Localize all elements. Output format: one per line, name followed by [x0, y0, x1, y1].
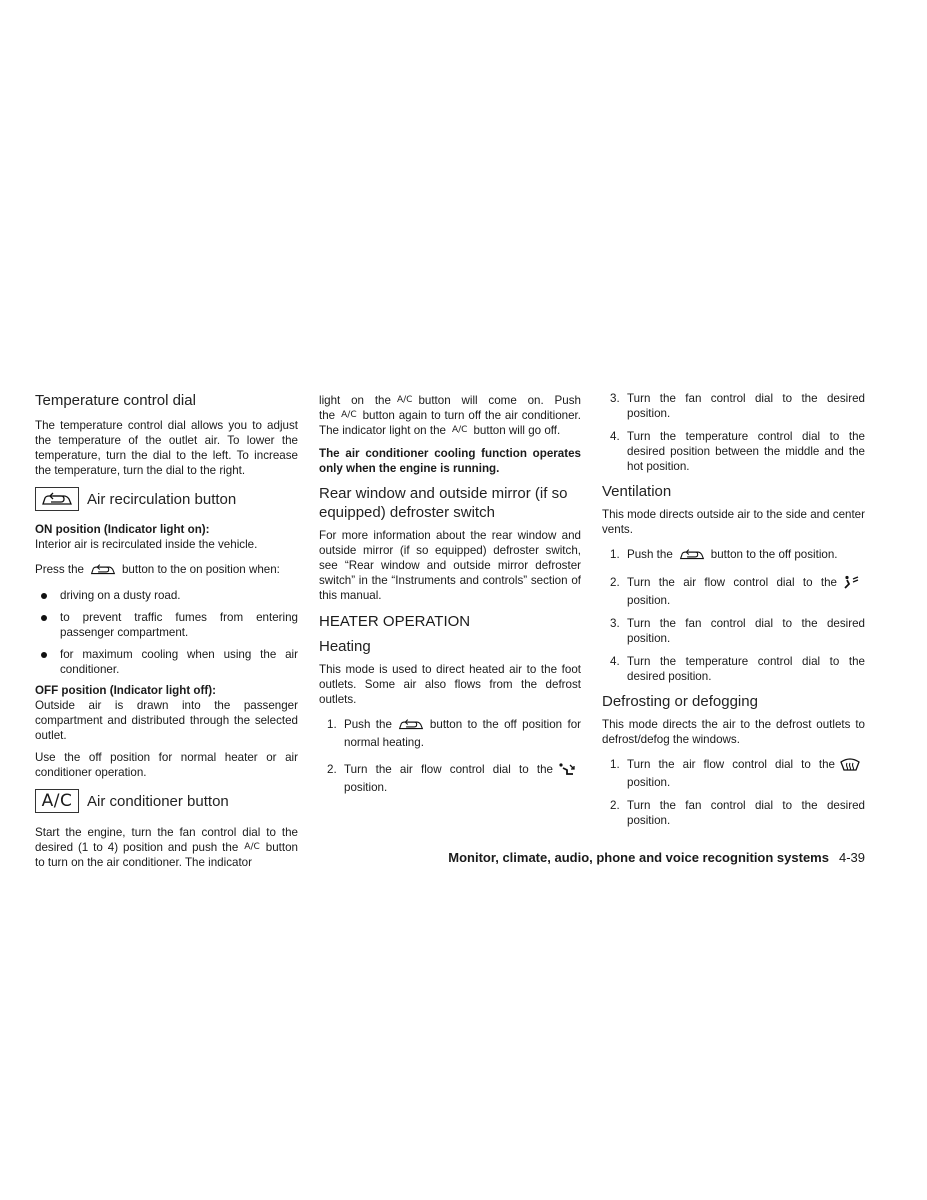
defrost-icon	[839, 757, 861, 775]
heating-heading: Heating	[319, 638, 371, 655]
list-item: driving on a dusty road.	[35, 588, 298, 603]
list-item	[319, 762, 581, 795]
recirc-heading: Air recirculation button	[87, 490, 237, 508]
step-post: button to the off position.	[710, 548, 838, 561]
step-post: button to the off position for normal heating.	[344, 718, 581, 749]
page-number: 4-39	[838, 850, 865, 865]
temperature-dial-heading: Temperature control dial	[35, 392, 196, 409]
light-mid2: button again to turn off the air conditioner. The indicator light on the	[319, 409, 581, 437]
recirculation-icon	[677, 548, 707, 565]
step-number: 4.	[610, 430, 620, 443]
recirc-bullet-list	[35, 588, 298, 677]
step-post: position.	[344, 781, 388, 794]
off-position-use: Use the off position for normal heater or air conditioner operation.	[35, 751, 298, 779]
list-item: for maximum cooling when using the air conditioner.	[35, 647, 298, 677]
step-text: Turn the fan control dial to the desired position.	[627, 392, 865, 420]
page-footer	[300, 849, 865, 867]
list-item	[602, 547, 865, 565]
ac-indicator-text	[319, 393, 581, 438]
recirculation-icon	[396, 718, 426, 735]
step-pre: Turn the air flow control dial to the	[627, 576, 837, 589]
column-2	[319, 393, 581, 795]
ventilation-text: This mode directs outside air to the side and center vents.	[602, 508, 865, 536]
step-text: Turn the temperature control dial to the desired position.	[627, 655, 865, 683]
ventilation-steps	[602, 547, 865, 684]
step-pre: Push the	[344, 718, 392, 731]
list-item	[602, 757, 865, 790]
step-text: Turn the temperature control dial to the desired position between the middle and the hot position.	[627, 430, 865, 473]
column-1	[35, 391, 298, 870]
step-number: 3.	[610, 392, 620, 405]
step-number: 2.	[327, 763, 337, 776]
ac-icon: A/C	[451, 425, 468, 435]
step-number: 2.	[610, 576, 620, 589]
light-pre: light on the	[319, 394, 391, 407]
step-post: position.	[627, 594, 671, 607]
list-item: to prevent traffic fumes from entering passenger compartment.	[35, 610, 298, 640]
defrosting-heading: Defrosting or defogging	[602, 693, 758, 710]
ventilation-heading: Ventilation	[602, 483, 672, 500]
press-line	[35, 562, 298, 580]
defrosting-steps	[602, 757, 865, 828]
list-item	[319, 717, 581, 750]
ac-warning: The air conditioner cooling function operates only when the engine is running.	[319, 447, 581, 475]
light-mid: button will come on. Push the	[319, 394, 581, 422]
off-position-text: Outside air is drawn into the passenger compartment and distributed through the selected outlet.	[35, 699, 298, 742]
press-post: button to the on position when:	[121, 563, 280, 576]
ac-icon: A/C	[341, 410, 357, 420]
list-item	[602, 429, 865, 474]
ac-start-post: button to turn on the air conditioner. The indicator	[35, 841, 298, 869]
temperature-dial-text: The temperature control dial allows you to adjust the temperature of the outlet air. To lower the temperature, turn the dial to the left. To increase the temperature, turn the dial to the right.	[35, 419, 298, 477]
vent-mode-icon	[841, 575, 861, 593]
recirculation-icon	[35, 487, 79, 511]
on-position-title: ON position (Indicator light on):	[35, 523, 210, 536]
step-number: 3.	[610, 617, 620, 630]
off-position-title: OFF position (Indicator light off):	[35, 684, 216, 697]
rear-defroster-heading: Rear window and outside mirror (if so equipped) defroster switch	[319, 485, 568, 521]
list-item	[602, 798, 865, 828]
ac-start-text	[35, 825, 298, 870]
rear-defroster-text: For more information about the rear window and outside mirror (if so equipped) defroster switch, see “Rear window and outside mirror defroster switch” in the “Instruments and controls” section of this manual.	[319, 529, 581, 602]
list-item	[602, 654, 865, 684]
heater-operation-heading: HEATER OPERATION	[319, 613, 471, 630]
step-number: 4.	[610, 655, 620, 668]
step-number: 1.	[610, 758, 620, 771]
press-pre: Press the	[35, 563, 84, 576]
ac-icon: A/C	[396, 395, 413, 405]
ac-icon: A/C	[35, 789, 79, 813]
ac-heading: Air conditioner button	[87, 792, 229, 810]
foot-mode-icon	[557, 762, 577, 780]
recirculation-icon	[88, 563, 118, 580]
heating-steps-continued	[602, 391, 865, 474]
list-item	[602, 391, 865, 421]
step-pre: Push the	[627, 548, 673, 561]
step-pre: Turn the air flow control dial to the	[344, 763, 553, 776]
ac-icon: A/C	[244, 842, 260, 852]
ac-heading-row	[35, 786, 298, 816]
light-post: button will go off.	[473, 424, 561, 437]
step-post: position.	[627, 776, 671, 789]
list-item	[602, 575, 865, 608]
footer-section-title: Monitor, climate, audio, phone and voice recognition systems	[448, 850, 829, 865]
ac-start-pre: Start the engine, turn the fan control dial to the desired (1 to 4) position and push the	[35, 826, 298, 854]
heating-steps	[319, 717, 581, 795]
step-number: 1.	[610, 548, 620, 561]
defrosting-text: This mode directs the air to the defrost outlets to defrost/defog the windows.	[602, 718, 865, 746]
column-3	[602, 391, 865, 828]
step-number: 2.	[610, 799, 620, 812]
step-pre: Turn the air flow control dial to the	[627, 758, 835, 771]
heating-text: This mode is used to direct heated air to the foot outlets. Some air also flows from the defrost outlets.	[319, 663, 581, 706]
recirc-heading-row	[35, 484, 298, 514]
on-position-text: Interior air is recirculated inside the vehicle.	[35, 538, 258, 551]
list-item	[602, 616, 865, 646]
step-number: 1.	[327, 718, 337, 731]
step-text: Turn the fan control dial to the desired position.	[627, 799, 865, 827]
step-text: Turn the fan control dial to the desired position.	[627, 617, 865, 645]
